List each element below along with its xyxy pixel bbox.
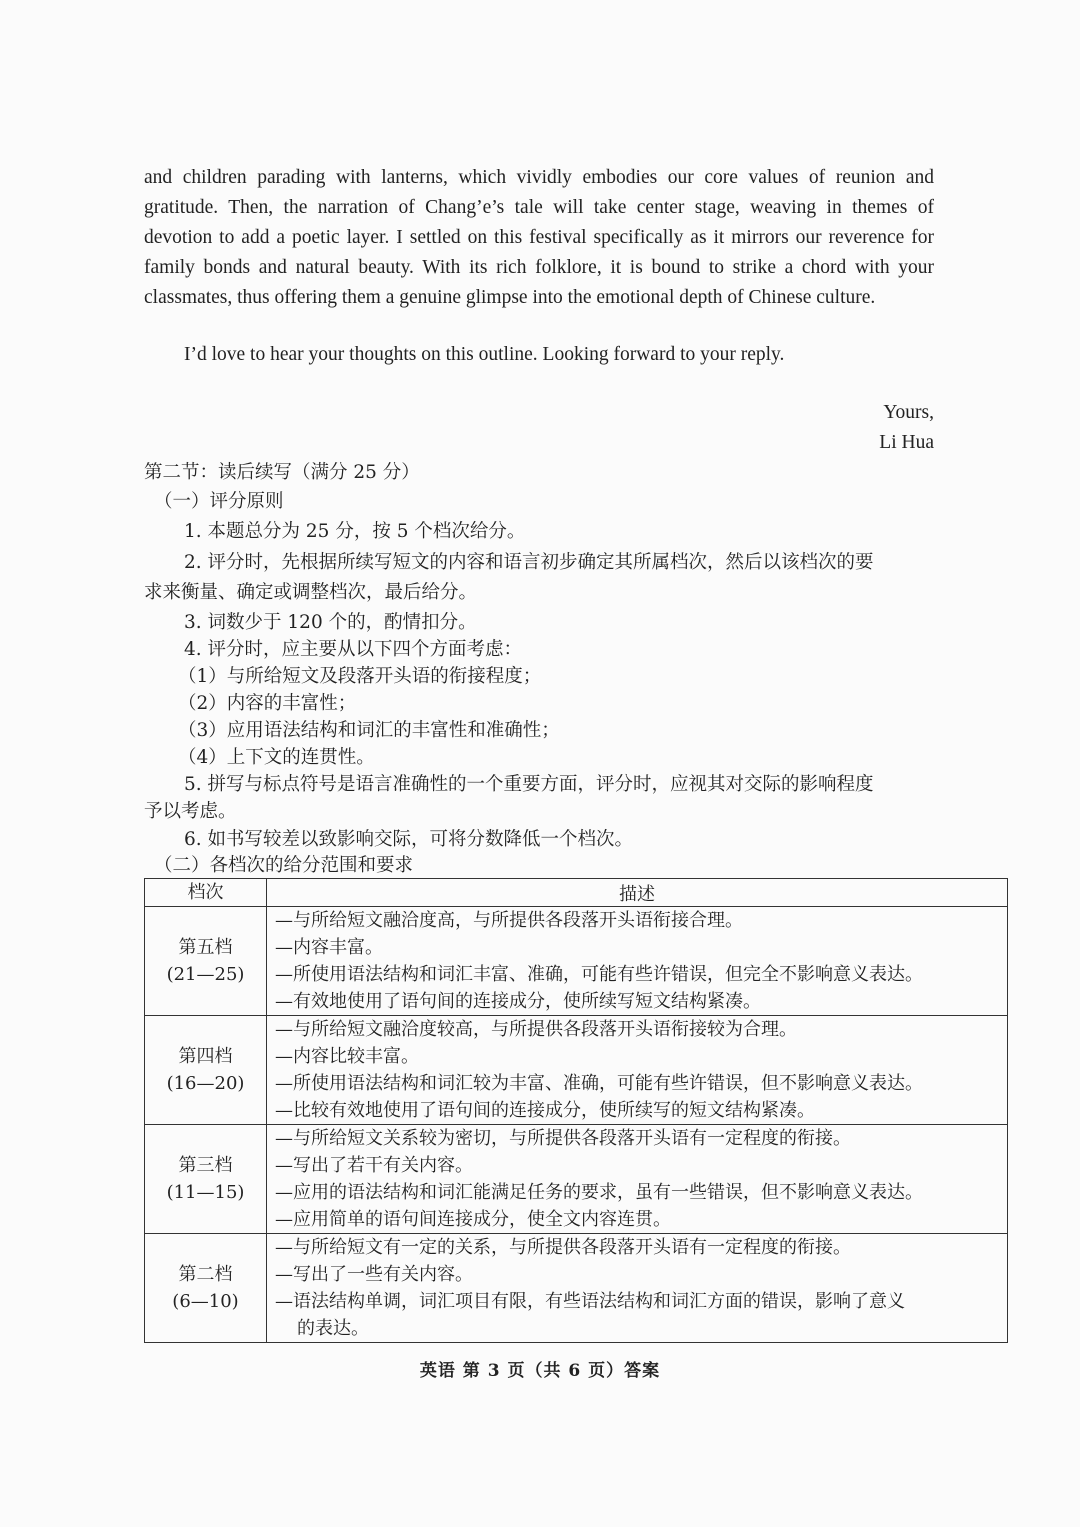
aspect-3: （3）应用语法结构和词汇的丰富性和准确性； (178, 720, 560, 741)
description-line: —有效地使用了语句间的连接成分，使所续写短文结构紧凑。 (275, 991, 761, 1012)
description-line: —写出了一些有关内容。 (275, 1264, 473, 1285)
grade-name: 第二档 (178, 1264, 233, 1285)
grade-cell (145, 907, 267, 1016)
table-row (145, 1125, 1008, 1234)
principles-heading: （一）评分原则 (154, 491, 284, 512)
description-line: —内容丰富。 (275, 937, 383, 958)
grade-cell (145, 1234, 267, 1343)
letter-paragraph-1 (144, 163, 934, 313)
letter-paragraph-2: I’d love to hear your thoughts on this outline. Looking forward to your reply. (184, 344, 785, 365)
rule-3: 3. 词数少于 120 个的，酌情扣分。 (184, 612, 477, 633)
rule-4: 4. 评分时，应主要从以下四个方面考虑： (184, 639, 523, 660)
grade-table (144, 878, 1008, 1343)
rule-2-line-2: 求来衡量、确定或调整档次，最后给分。 (144, 582, 478, 603)
table-header-row (145, 879, 1008, 907)
description-line: —内容比较丰富。 (275, 1046, 419, 1067)
description-line: —比较有效地使用了语句间的连接成分，使所续写的短文结构紧凑。 (275, 1100, 815, 1121)
grade-name: 第五档 (178, 937, 233, 958)
description-cell (267, 1234, 1008, 1343)
description-line: —所使用语法结构和词汇较为丰富、准确，可能有些许错误，但不影响意义表达。 (275, 1073, 923, 1094)
ranges-heading: （二）各档次的给分范围和要求 (154, 855, 414, 876)
page-footer: 英语 第 3 页（共 6 页）答案 (419, 1361, 661, 1381)
letter-line: family bonds and natural beauty. With its rich folklore, it is bound to strike a chord with your (144, 257, 934, 278)
description-line: —所使用语法结构和词汇丰富、准确，可能有些许错误，但完全不影响意义表达。 (275, 964, 923, 985)
header-grade: 档次 (145, 879, 267, 907)
description-line: —与所给短文关系较为密切，与所提供各段落开头语有一定程度的衔接。 (275, 1128, 851, 1149)
description-cell (267, 1016, 1008, 1125)
table-row (145, 907, 1008, 1016)
aspect-1: （1）与所给短文及段落开头语的衔接程度； (178, 666, 542, 687)
description-line: —应用简单的语句间连接成分，使全文内容连贯。 (275, 1209, 671, 1230)
description-cell (267, 1125, 1008, 1234)
grade-cell (145, 1125, 267, 1234)
grade-range: (21—25) (166, 964, 245, 985)
header-description: 描述 (267, 879, 1008, 907)
letter-closing: Yours, (883, 402, 934, 423)
letter-line: devotion to add a poetic layer. I settled on this festival specifically as it mirrors our reverence for (144, 227, 934, 248)
letter-line: classmates, thus offering them a genuine glimpse into the emotional depth of Chinese culture. (144, 287, 876, 308)
description-line: —与所给短文融洽度高，与所提供各段落开头语衔接合理。 (275, 910, 743, 931)
grade-range: (11—15) (166, 1182, 245, 1203)
rule-2-line-1: 2. 评分时，先根据所续写短文的内容和语言初步确定其所属档次，然后以该档次的要 (184, 552, 874, 573)
rule-5-line-1: 5. 拼写与标点符号是语言准确性的一个重要方面，评分时，应视其对交际的影响程度 (184, 774, 874, 795)
rule-5-line-2: 予以考虑。 (144, 801, 237, 822)
letter-line: and children parading with lanterns, which vividly embodies our core values of reunion and (144, 167, 934, 188)
description-cell (267, 907, 1008, 1016)
grade-cell (145, 1016, 267, 1125)
table-row (145, 1016, 1008, 1125)
grade-name: 第四档 (178, 1046, 233, 1067)
letter-signature: Li Hua (879, 432, 934, 453)
grade-name: 第三档 (178, 1155, 233, 1176)
aspect-4: （4）上下文的连贯性。 (178, 747, 375, 768)
letter-line: gratitude. Then, the narration of Chang’e’s tale will take center stage, weaving in themes of (144, 197, 934, 218)
grade-range: (16—20) (166, 1073, 245, 1094)
rule-6: 6. 如书写较差以致影响交际，可将分数降低一个档次。 (184, 829, 634, 850)
description-line: 的表达。 (297, 1318, 369, 1339)
description-line: —写出了若干有关内容。 (275, 1155, 473, 1176)
section-title: 第二节：读后续写（满分 25 分） (144, 462, 420, 483)
description-line: —应用的语法结构和词汇能满足任务的要求，虽有一些错误，但不影响意义表达。 (275, 1182, 923, 1203)
description-line: —与所给短文融洽度较高，与所提供各段落开头语衔接较为合理。 (275, 1019, 797, 1040)
description-line: —与所给短文有一定的关系，与所提供各段落开头语有一定程度的衔接。 (275, 1237, 851, 1258)
rule-1: 1. 本题总分为 25 分，按 5 个档次给分。 (184, 521, 526, 542)
grade-range: (6—10) (172, 1291, 239, 1312)
description-line: —语法结构单调，词汇项目有限，有些语法结构和词汇方面的错误，影响了意义 (275, 1291, 905, 1312)
aspect-2: （2）内容的丰富性； (178, 693, 357, 714)
table-row (145, 1234, 1008, 1343)
